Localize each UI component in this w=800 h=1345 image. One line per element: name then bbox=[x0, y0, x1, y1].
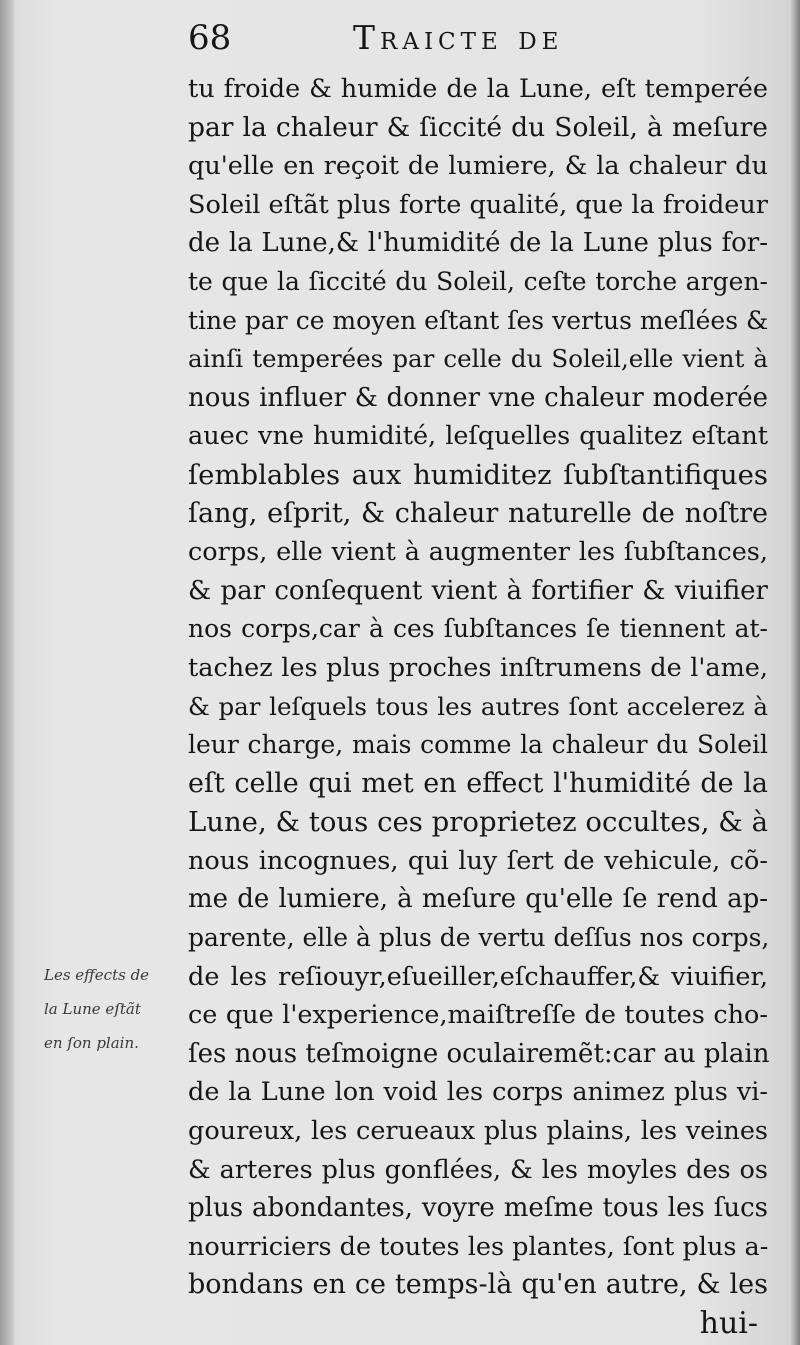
page-gutter bbox=[0, 0, 14, 1345]
text-line: par la chaleur & ſiccité du Soleil, à meſure bbox=[188, 111, 768, 143]
text-line: de la Lune,& l'humidité de la Lune plus for- bbox=[188, 228, 768, 259]
text-line: tine par ce moyen eſtant ſes vertus meſlées & bbox=[188, 305, 769, 335]
text-line: de les reſiouyr,eſueiller,eſchauffer,& viuifier, bbox=[188, 961, 768, 992]
text-line: eſt celle qui met en effect l'humidité de la bbox=[188, 767, 768, 799]
text-line: tu froide & humide de la Lune, eſt temperée bbox=[188, 74, 768, 104]
text-line: leur charge, mais comme la chaleur du Soleil bbox=[188, 730, 768, 760]
text-line: & par conſequent vient à fortifier & viuifier bbox=[188, 575, 768, 606]
text-line: ſes nous teſmoigne oculairemẽt:car au plain bbox=[188, 1038, 770, 1069]
text-line: goureux, les cerueaux plus plains, les veines bbox=[188, 1116, 768, 1147]
margin-note-line: en ſon plain. bbox=[44, 1034, 139, 1052]
page-header bbox=[188, 18, 788, 58]
text-line: tachez les plus proches inſtrumens de l'ame, bbox=[188, 652, 768, 683]
margin-note-line: Les effects de bbox=[44, 966, 150, 984]
text-line: nous incognues, qui luy ſert de vehicule, cõ- bbox=[188, 845, 768, 876]
text-line: nourriciers de toutes les plantes, ſont plus a- bbox=[188, 1231, 769, 1262]
text-line: ſemblables aux humiditez ſubſtantifiques bbox=[188, 458, 768, 491]
margin-note-line: la Lune eſtãt bbox=[44, 1000, 141, 1018]
text-line: & arteres plus gonflées, & les moyles des os bbox=[188, 1154, 768, 1185]
text-line: nous influer & donner vne chaleur moderée bbox=[188, 382, 768, 413]
text-line: plus abondantes, voyre meſme tous les ſucs bbox=[188, 1193, 768, 1224]
text-line: parente, elle à plus de vertu deſſus nos corps, bbox=[188, 923, 770, 953]
text-line: & par leſquels tous les autres ſont accelerez à bbox=[188, 691, 768, 721]
running-title: Traicte de bbox=[353, 18, 564, 57]
text-line: me de lumiere, à meſure qu'elle ſe rend ap- bbox=[188, 884, 768, 915]
text-line: qu'elle en reçoit de lumiere, & la chaleur du bbox=[188, 151, 768, 182]
text-line: corps, elle vient à augmenter les ſubſtances, bbox=[188, 537, 768, 568]
text-line: Lune, & tous ces proprietez occultes, & à bbox=[188, 806, 768, 839]
body-text bbox=[188, 70, 768, 1344]
text-line: nos corps,car à ces ſubſtances ſe tiennent at- bbox=[188, 614, 768, 644]
text-line: ainſi temperées par celle du Soleil,elle vient à bbox=[188, 344, 768, 374]
page-number: 68 bbox=[188, 18, 232, 58]
text-line: ce que l'experience,maiſtreſſe de toutes cho- bbox=[188, 1000, 768, 1031]
text-line: te que la ſiccité du Soleil, ceſte torche argen- bbox=[188, 266, 768, 296]
text-line: ſang, eſprit, & chaleur naturelle de noſtre bbox=[188, 497, 768, 529]
text-line: auec vne humidité, leſquelles qualitez eſtant bbox=[188, 421, 768, 452]
text-line: hui- bbox=[699, 1306, 758, 1341]
text-line: de la Lune lon void les corps animez plus vi- bbox=[188, 1077, 768, 1108]
text-line: bondans en ce temps-là qu'en autre, & les bbox=[188, 1269, 768, 1301]
text-line: Soleil eſtãt plus forte qualité, que la froideur bbox=[188, 189, 768, 220]
margin-note bbox=[44, 958, 182, 1060]
